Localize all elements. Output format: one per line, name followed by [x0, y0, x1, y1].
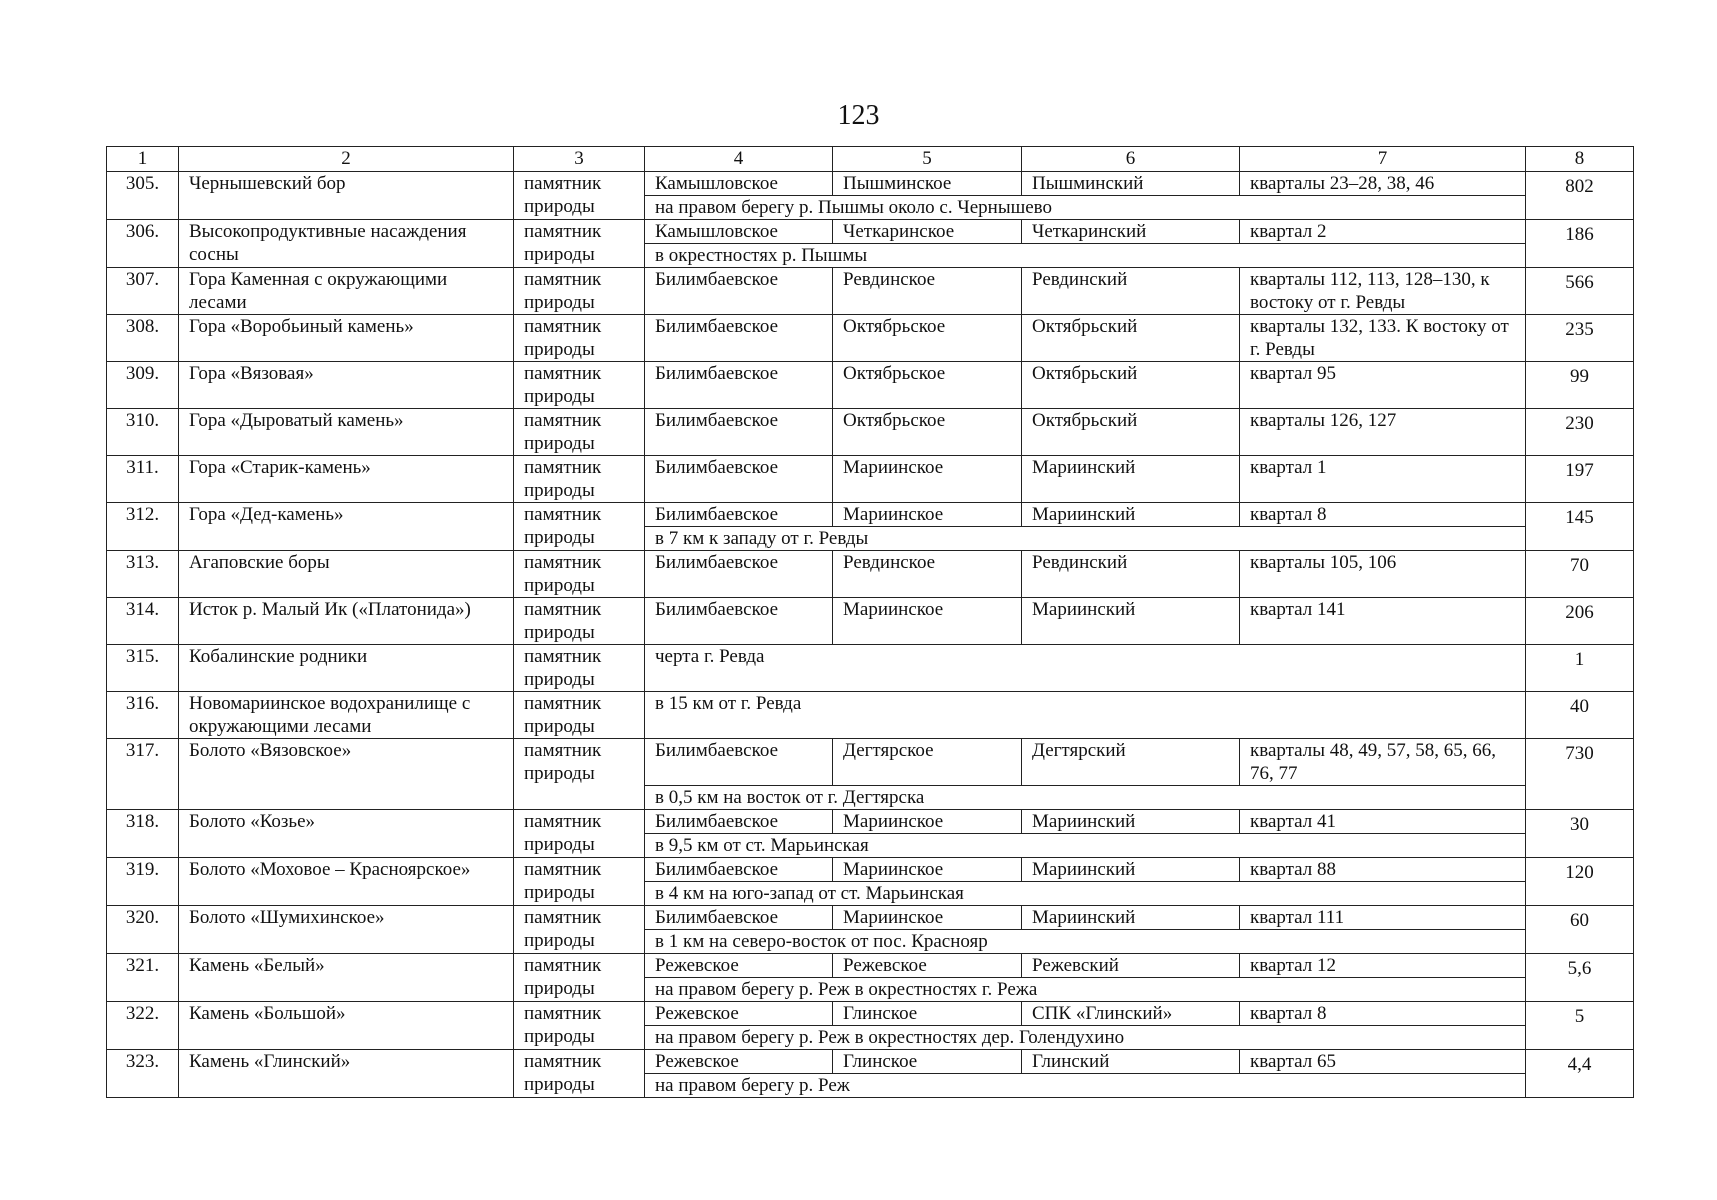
subdistrict: Ревдинский	[1022, 551, 1240, 598]
monument-name: Камень «Белый»	[179, 954, 514, 1002]
category: памятник природы	[514, 810, 645, 858]
row-number: 317.	[107, 739, 179, 810]
district-forestry: Октябрьское	[833, 315, 1022, 362]
subdistrict: Дегтярский	[1022, 739, 1240, 786]
area: 5	[1526, 1002, 1634, 1050]
monument-name: Гора Каменная с окружающими лесами	[179, 268, 514, 315]
row-number: 322.	[107, 1002, 179, 1050]
subdistrict: Октябрьский	[1022, 409, 1240, 456]
row-number: 315.	[107, 645, 179, 692]
area: 197	[1526, 456, 1634, 503]
quarters: кварталы 126, 127	[1240, 409, 1526, 456]
district-forestry: Мариинское	[833, 906, 1022, 930]
row-number: 321.	[107, 954, 179, 1002]
row-number: 309.	[107, 362, 179, 409]
header-row	[107, 147, 1634, 172]
monument-name: Чернышевский бор	[179, 172, 514, 220]
row-number: 312.	[107, 503, 179, 551]
district-forestry: Мариинское	[833, 503, 1022, 527]
district-forestry: Дегтярское	[833, 739, 1022, 786]
area: 99	[1526, 362, 1634, 409]
column-header: 8	[1526, 147, 1634, 172]
forestry: Билимбаевское	[645, 858, 833, 882]
location: на правом берегу р. Реж в окрестностях г. Режа	[645, 978, 1526, 1002]
row-number: 305.	[107, 172, 179, 220]
category: памятник природы	[514, 692, 645, 739]
subdistrict: Мариинский	[1022, 456, 1240, 503]
location: в 9,5 км от ст. Марьинская	[645, 834, 1526, 858]
category: памятник природы	[514, 409, 645, 456]
district-forestry: Мариинское	[833, 858, 1022, 882]
monument-name: Гора «Дед-камень»	[179, 503, 514, 551]
row-number: 318.	[107, 810, 179, 858]
forestry: Билимбаевское	[645, 503, 833, 527]
district-forestry: Глинское	[833, 1050, 1022, 1074]
monument-name: Болото «Вязовское»	[179, 739, 514, 810]
quarters: квартал 12	[1240, 954, 1526, 978]
forestry: Билимбаевское	[645, 739, 833, 786]
quarters: кварталы 132, 133. К востоку от г. Ревды	[1240, 315, 1526, 362]
table-row	[107, 456, 1634, 503]
table-row	[107, 409, 1634, 456]
category: памятник природы	[514, 954, 645, 1002]
location: на правом берегу р. Реж	[645, 1074, 1526, 1098]
category: памятник природы	[514, 315, 645, 362]
location: в 7 км к западу от г. Ревды	[645, 527, 1526, 551]
location: на правом берегу р. Реж в окрестностях дер. Голендухино	[645, 1026, 1526, 1050]
category: памятник природы	[514, 172, 645, 220]
quarters: кварталы 105, 106	[1240, 551, 1526, 598]
location: в 15 км от г. Ревда	[645, 692, 1526, 739]
subdistrict: Пышминский	[1022, 172, 1240, 196]
location: в окрестностях р. Пышмы	[645, 244, 1526, 268]
column-header: 7	[1240, 147, 1526, 172]
row-number: 306.	[107, 220, 179, 268]
forestry: Камышловское	[645, 172, 833, 196]
row-number: 319.	[107, 858, 179, 906]
forestry: Режевское	[645, 954, 833, 978]
row-number: 307.	[107, 268, 179, 315]
district-forestry: Ревдинское	[833, 551, 1022, 598]
district-forestry: Ревдинское	[833, 268, 1022, 315]
table-row	[107, 739, 1634, 786]
category: памятник природы	[514, 268, 645, 315]
area: 145	[1526, 503, 1634, 551]
monument-name: Камень «Большой»	[179, 1002, 514, 1050]
district-forestry: Режевское	[833, 954, 1022, 978]
quarters: квартал 41	[1240, 810, 1526, 834]
category: памятник природы	[514, 1050, 645, 1098]
monument-name: Гора «Воробьиный камень»	[179, 315, 514, 362]
category: памятник природы	[514, 220, 645, 268]
natural-monuments-table	[106, 146, 1634, 1098]
quarters: квартал 88	[1240, 858, 1526, 882]
area: 40	[1526, 692, 1634, 739]
area: 566	[1526, 268, 1634, 315]
subdistrict: Мариинский	[1022, 503, 1240, 527]
district-forestry: Мариинское	[833, 598, 1022, 645]
category: памятник природы	[514, 645, 645, 692]
quarters: квартал 111	[1240, 906, 1526, 930]
district-forestry: Глинское	[833, 1002, 1022, 1026]
table-row	[107, 551, 1634, 598]
subdistrict: Мариинский	[1022, 598, 1240, 645]
area: 186	[1526, 220, 1634, 268]
row-number: 313.	[107, 551, 179, 598]
table-row	[107, 268, 1634, 315]
forestry: Билимбаевское	[645, 551, 833, 598]
subdistrict: Глинский	[1022, 1050, 1240, 1074]
category: памятник природы	[514, 858, 645, 906]
district-forestry: Четкаринское	[833, 220, 1022, 244]
monument-name: Новомариинское водохранилище с окружающими лесами	[179, 692, 514, 739]
area: 60	[1526, 906, 1634, 954]
district-forestry: Октябрьское	[833, 362, 1022, 409]
forestry: Камышловское	[645, 220, 833, 244]
row-number: 323.	[107, 1050, 179, 1098]
monument-name: Камень «Глинский»	[179, 1050, 514, 1098]
monument-name: Исток р. Малый Ик («Платонида»)	[179, 598, 514, 645]
subdistrict: Октябрьский	[1022, 315, 1240, 362]
table-row	[107, 1002, 1634, 1026]
monument-name: Гора «Старик-камень»	[179, 456, 514, 503]
forestry: Режевское	[645, 1002, 833, 1026]
district-forestry: Мариинское	[833, 810, 1022, 834]
table-row	[107, 645, 1634, 692]
quarters: квартал 2	[1240, 220, 1526, 244]
monument-name: Гора «Вязовая»	[179, 362, 514, 409]
quarters: квартал 1	[1240, 456, 1526, 503]
subdistrict: Режевский	[1022, 954, 1240, 978]
table-row	[107, 598, 1634, 645]
forestry: Билимбаевское	[645, 268, 833, 315]
monument-name: Агаповские боры	[179, 551, 514, 598]
row-number: 314.	[107, 598, 179, 645]
row-number: 308.	[107, 315, 179, 362]
forestry: Билимбаевское	[645, 409, 833, 456]
table-row	[107, 172, 1634, 196]
subdistrict: Октябрьский	[1022, 362, 1240, 409]
location: на правом берегу р. Пышмы около с. Чернышево	[645, 196, 1526, 220]
quarters: квартал 8	[1240, 503, 1526, 527]
table-row	[107, 220, 1634, 244]
column-header: 5	[833, 147, 1022, 172]
district-forestry: Октябрьское	[833, 409, 1022, 456]
district-forestry: Мариинское	[833, 456, 1022, 503]
subdistrict: Мариинский	[1022, 810, 1240, 834]
monument-name: Болото «Шумихинское»	[179, 906, 514, 954]
location: в 0,5 км на восток от г. Дегтярска	[645, 786, 1526, 810]
row-number: 311.	[107, 456, 179, 503]
category: памятник природы	[514, 739, 645, 810]
area: 1	[1526, 645, 1634, 692]
subdistrict: Четкаринский	[1022, 220, 1240, 244]
area: 802	[1526, 172, 1634, 220]
subdistrict: СПК «Глинский»	[1022, 1002, 1240, 1026]
quarters: квартал 141	[1240, 598, 1526, 645]
monument-name: Высокопродуктивные насаждения сосны	[179, 220, 514, 268]
row-number: 310.	[107, 409, 179, 456]
table-row	[107, 362, 1634, 409]
column-header: 4	[645, 147, 833, 172]
area: 235	[1526, 315, 1634, 362]
monument-name: Болото «Моховое – Красноярское»	[179, 858, 514, 906]
table-row	[107, 503, 1634, 527]
category: памятник природы	[514, 598, 645, 645]
quarters: квартал 65	[1240, 1050, 1526, 1074]
category: памятник природы	[514, 456, 645, 503]
quarters: квартал 8	[1240, 1002, 1526, 1026]
quarters: кварталы 112, 113, 128–130, к востоку от г. Ревды	[1240, 268, 1526, 315]
area: 30	[1526, 810, 1634, 858]
category: памятник природы	[514, 551, 645, 598]
forestry: Режевское	[645, 1050, 833, 1074]
quarters: кварталы 23–28, 38, 46	[1240, 172, 1526, 196]
table-row	[107, 315, 1634, 362]
category: памятник природы	[514, 503, 645, 551]
quarters: кварталы 48, 49, 57, 58, 65, 66, 76, 77	[1240, 739, 1526, 786]
column-header: 6	[1022, 147, 1240, 172]
category: памятник природы	[514, 1002, 645, 1050]
forestry: Билимбаевское	[645, 362, 833, 409]
subdistrict: Мариинский	[1022, 858, 1240, 882]
page-number: 123	[837, 100, 880, 131]
monument-name: Болото «Козье»	[179, 810, 514, 858]
column-header: 1	[107, 147, 179, 172]
category: памятник природы	[514, 362, 645, 409]
table-row	[107, 906, 1634, 930]
area: 120	[1526, 858, 1634, 906]
monument-name: Гора «Дыроватый камень»	[179, 409, 514, 456]
forestry: Билимбаевское	[645, 810, 833, 834]
location: в 4 км на юго-запад от ст. Марьинская	[645, 882, 1526, 906]
column-header: 2	[179, 147, 514, 172]
quarters: квартал 95	[1240, 362, 1526, 409]
table-row	[107, 858, 1634, 882]
forestry: Билимбаевское	[645, 315, 833, 362]
location: в 1 км на северо-восток от пос. Краснояр	[645, 930, 1526, 954]
area: 70	[1526, 551, 1634, 598]
area: 206	[1526, 598, 1634, 645]
subdistrict: Ревдинский	[1022, 268, 1240, 315]
forestry: Билимбаевское	[645, 598, 833, 645]
area: 5,6	[1526, 954, 1634, 1002]
district-forestry: Пышминское	[833, 172, 1022, 196]
table-row	[107, 692, 1634, 739]
monument-name: Кобалинские родники	[179, 645, 514, 692]
forestry: Билимбаевское	[645, 456, 833, 503]
table-row	[107, 954, 1634, 978]
subdistrict: Мариинский	[1022, 906, 1240, 930]
row-number: 320.	[107, 906, 179, 954]
row-number: 316.	[107, 692, 179, 739]
table-row	[107, 810, 1634, 834]
table-row	[107, 1050, 1634, 1074]
forestry: Билимбаевское	[645, 906, 833, 930]
location: черта г. Ревда	[645, 645, 1526, 692]
category: памятник природы	[514, 906, 645, 954]
area: 230	[1526, 409, 1634, 456]
area: 730	[1526, 739, 1634, 810]
column-header: 3	[514, 147, 645, 172]
area: 4,4	[1526, 1050, 1634, 1098]
